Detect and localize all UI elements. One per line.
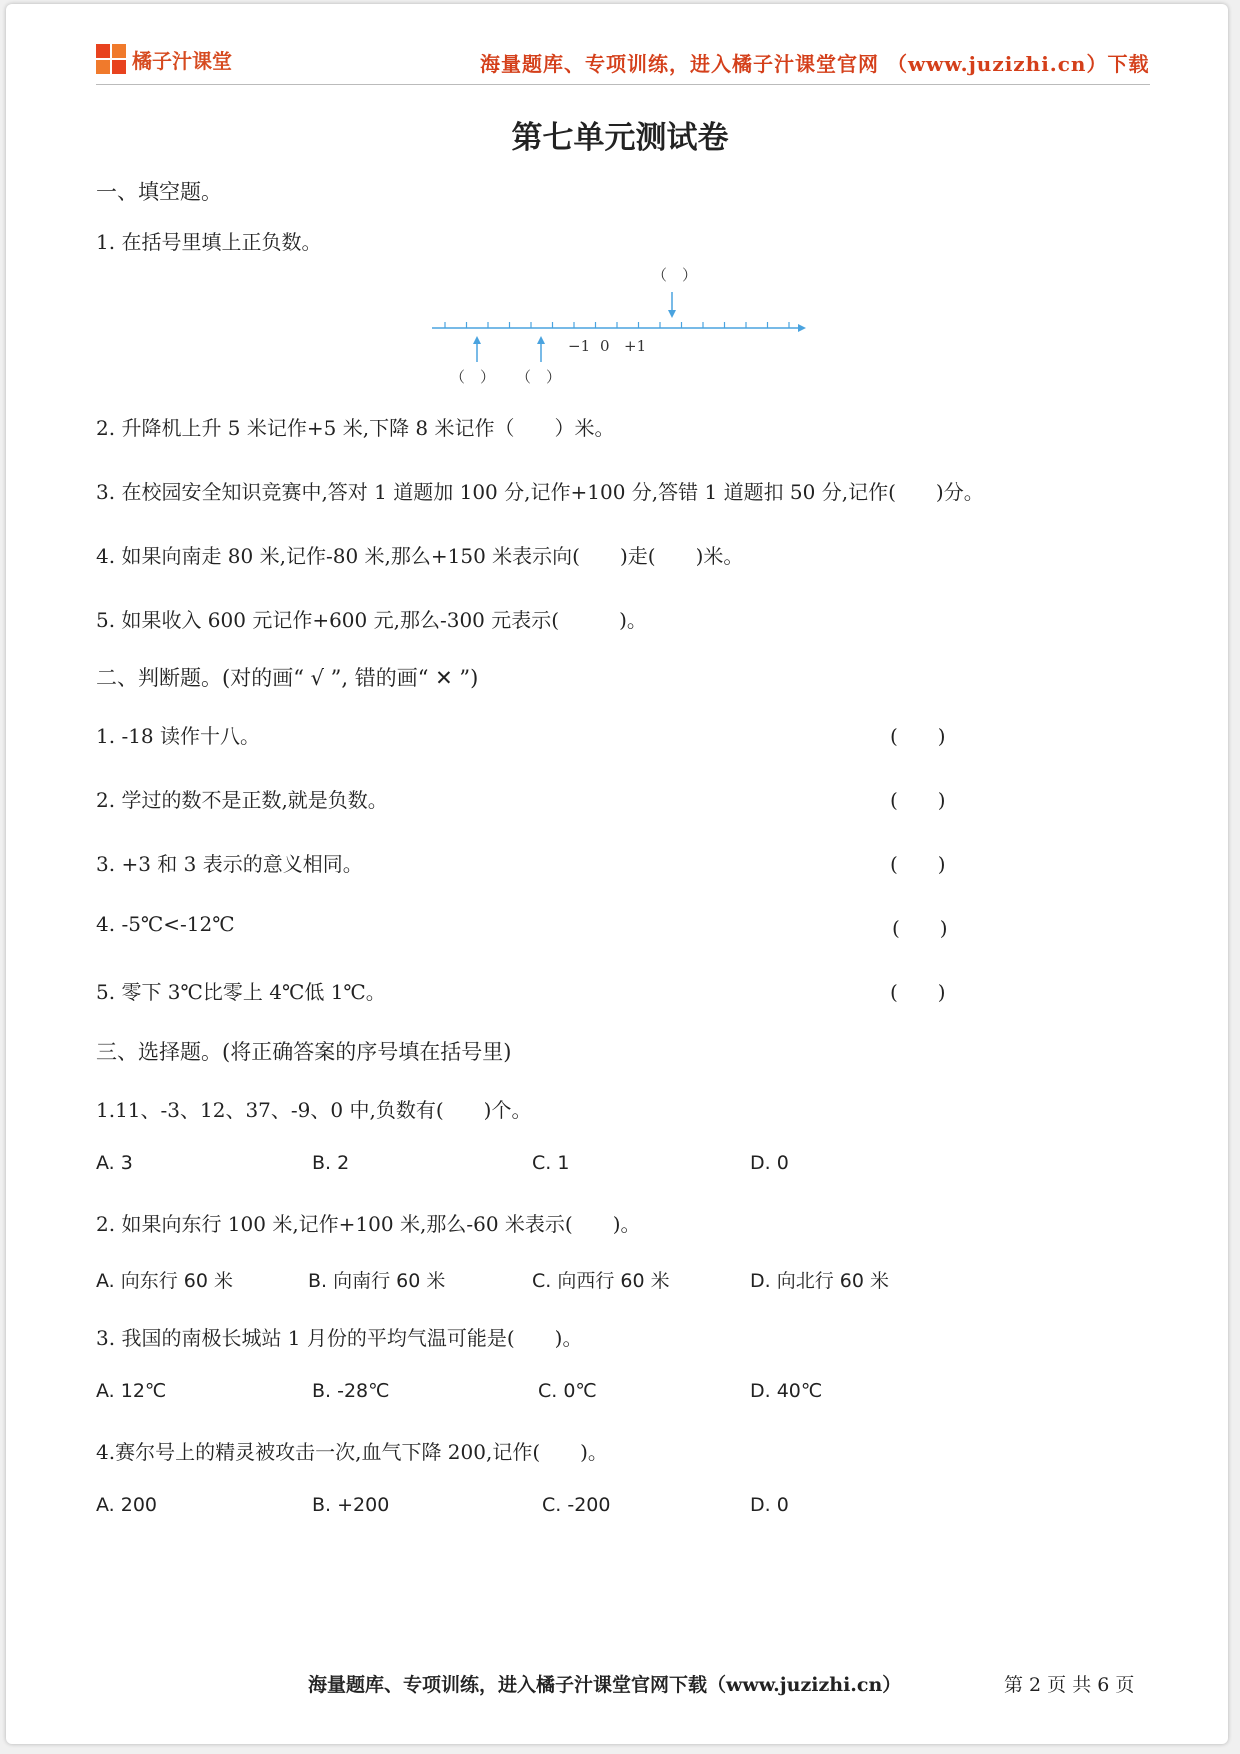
choice-option: A. 12℃: [96, 1380, 167, 1402]
choice-option: D. 0: [750, 1152, 789, 1174]
logo-text: 橘子汁课堂: [132, 48, 232, 73]
judge-item-text: 4. -5℃<-12℃: [96, 912, 235, 936]
arrow-head-up-1: [473, 336, 481, 344]
footer-text: 海量题库、专项训练，进入橘子汁课堂官网下载（www.juzizhi.cn）: [308, 1674, 902, 1696]
axis-arrow-icon: [798, 324, 806, 332]
choice-option: D. 40℃: [750, 1380, 823, 1402]
judge-item-text: 5. 零下 3℃比零上 4℃低 1℃。: [96, 980, 386, 1004]
section-heading-choice: 三、选择题。(将正确答案的序号填在括号里): [96, 1040, 512, 1064]
choice-option: C. 0℃: [538, 1380, 597, 1402]
choice-question-text: 4.赛尔号上的精灵被攻击一次,血气下降 200,记作( )。: [96, 1440, 608, 1464]
choice-option: C. 向西行 60 米: [532, 1270, 670, 1292]
judge-item-text: 3. +3 和 3 表示的意义相同。: [96, 852, 363, 876]
answer-paren: ( ): [890, 788, 946, 812]
choice-option: D. 向北行 60 米: [750, 1270, 889, 1292]
question-text: 1. 在括号里填上正负数。: [96, 230, 322, 254]
choice-question-text: 3. 我国的南极长城站 1 月份的平均气温可能是( )。: [96, 1326, 583, 1350]
answer-paren: ( ): [890, 980, 946, 1004]
numberline-label-top: （ ）: [652, 266, 698, 284]
numberline-label-plus1: +1: [624, 337, 647, 355]
choice-option: C. -200: [542, 1494, 611, 1516]
arrow-head-up-2: [537, 336, 545, 344]
numberline-label-bottom-2: （ ）: [516, 368, 562, 386]
question-text: 4. 如果向南走 80 米,记作-80 米,那么+150 米表示向( )走( )米。: [96, 544, 744, 568]
choice-option: A. 3: [96, 1152, 133, 1174]
choice-option: C. 1: [532, 1152, 570, 1174]
logo-icon: [96, 44, 126, 74]
choice-question-text: 2. 如果向东行 100 米,记作+100 米,那么-60 米表示( )。: [96, 1212, 641, 1236]
numberline-label-minus1: −1: [568, 337, 591, 355]
answer-paren: ( ): [890, 724, 946, 748]
answer-paren: ( ): [890, 852, 946, 876]
choice-option: B. +200: [312, 1494, 390, 1516]
number-line-figure: [420, 262, 820, 392]
answer-paren: ( ): [892, 916, 948, 940]
arrow-head-down: [668, 310, 676, 318]
choice-option: A. 向东行 60 米: [96, 1270, 233, 1292]
page-number: 第 2 页 共 6 页: [1004, 1674, 1135, 1696]
choice-option: A. 200: [96, 1494, 158, 1516]
header-tagline: 海量题库、专项训练，进入橘子汁课堂官网 （www.juzizhi.cn）下载: [480, 52, 1150, 76]
numberline-ticks: [445, 322, 789, 328]
question-text: 2. 升降机上升 5 米记作+5 米,下降 8 米记作（ ）米。: [96, 416, 615, 440]
page-title: 第七单元测试卷: [511, 120, 729, 156]
section-heading-judge: 二、判断题。(对的画“ √ ”, 错的画“ ✕ ”): [96, 666, 479, 690]
question-text: 3. 在校园安全知识竞赛中,答对 1 道题加 100 分,记作+100 分,答错 1 道题扣 50 分,记作( )分。: [96, 480, 984, 504]
choice-option: B. -28℃: [312, 1380, 390, 1402]
numberline-label-zero: 0: [600, 337, 610, 355]
header-divider: [96, 84, 1150, 85]
section-heading-fill: 一、填空题。: [96, 180, 222, 204]
judge-item-text: 1. -18 读作十八。: [96, 724, 261, 748]
brand-logo: [96, 44, 232, 74]
choice-option: D. 0: [750, 1494, 789, 1516]
question-text: 5. 如果收入 600 元记作+600 元,那么-300 元表示( )。: [96, 608, 647, 632]
judge-item-text: 2. 学过的数不是正数,就是负数。: [96, 788, 388, 812]
choice-question-text: 1.11、-3、12、37、-9、0 中,负数有( )个。: [96, 1098, 532, 1122]
numberline-label-bottom-1: （ ）: [450, 368, 496, 386]
choice-option: B. 2: [312, 1152, 350, 1174]
choice-option: B. 向南行 60 米: [308, 1270, 446, 1292]
